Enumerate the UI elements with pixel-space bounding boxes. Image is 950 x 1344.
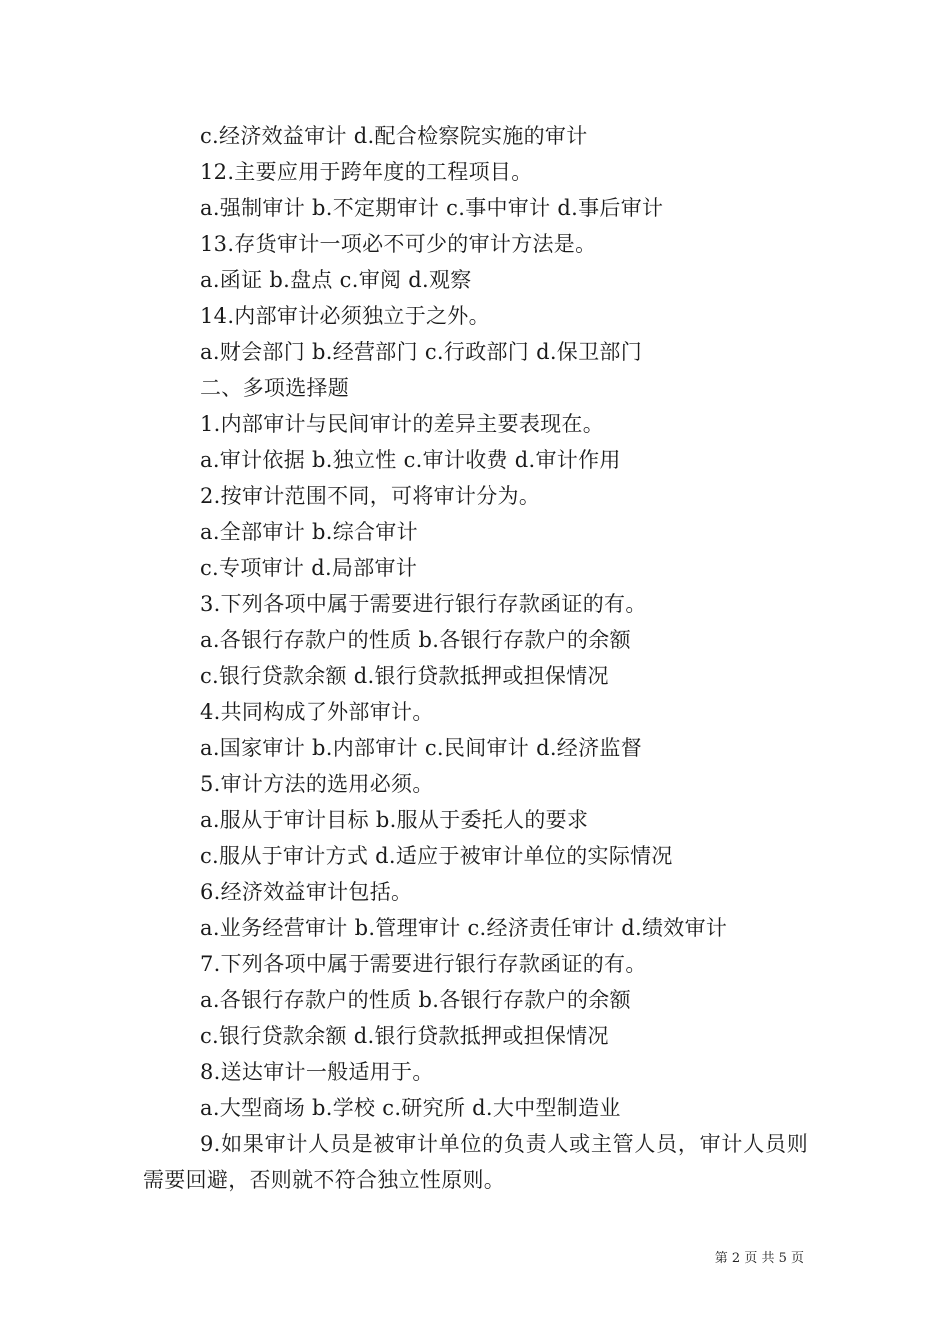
question-line: 12.主要应用于跨年度的工程项目。 <box>200 160 533 184</box>
page-number: 第 2 页 共 5 页 <box>714 1251 804 1266</box>
options-line: a.各银行存款户的性质 b.各银行存款户的余额 <box>200 988 631 1012</box>
question-line: 7.下列各项中属于需要进行银行存款函证的有。 <box>200 952 647 976</box>
question-line: 3.下列各项中属于需要进行银行存款函证的有。 <box>200 592 647 616</box>
question-line: 2.按审计范围不同，可将审计分为。 <box>200 484 541 508</box>
options-line: c.服从于审计方式 d.适应于被审计单位的实际情况 <box>200 844 673 868</box>
options-line: c.银行贷款余额 d.银行贷款抵押或担保情况 <box>200 1024 609 1048</box>
options-line: a.全部审计 b.综合审计 <box>200 520 418 544</box>
options-line: a.财会部门 b.经营部门 c.行政部门 d.保卫部门 <box>200 340 642 364</box>
options-line: a.函证 b.盘点 c.审阅 d.观察 <box>200 268 472 292</box>
options-line: a.审计依据 b.独立性 c.审计收费 d.审计作用 <box>200 448 621 472</box>
document-body <box>143 118 808 1198</box>
options-line: a.大型商场 b.学校 c.研究所 d.大中型制造业 <box>200 1096 621 1120</box>
question-line: 14.内部审计必须独立于之外。 <box>200 304 490 328</box>
text-line: c.经济效益审计 d.配合检察院实施的审计 <box>200 124 588 148</box>
options-line: a.各银行存款户的性质 b.各银行存款户的余额 <box>200 628 631 652</box>
options-line: a.强制审计 b.不定期审计 c.事中审计 d.事后审计 <box>200 196 664 220</box>
options-line: c.专项审计 d.局部审计 <box>200 556 418 580</box>
question-paragraph: 9.如果审计人员是被审计单位的负责人或主管人员，审计人员则需要回避，否则就不符合独立性原则。 <box>143 1132 808 1192</box>
options-line: a.业务经营审计 b.管理审计 c.经济责任审计 d.绩效审计 <box>200 916 728 940</box>
options-line: c.银行贷款余额 d.银行贷款抵押或担保情况 <box>200 664 609 688</box>
question-line: 5.审计方法的选用必须。 <box>200 772 434 796</box>
options-line: a.国家审计 b.内部审计 c.民间审计 d.经济监督 <box>200 736 642 760</box>
options-line: a.服从于审计目标 b.服从于委托人的要求 <box>200 808 589 832</box>
question-line: 13.存货审计一项必不可少的审计方法是。 <box>200 232 597 256</box>
question-line: 6.经济效益审计包括。 <box>200 880 413 904</box>
question-line: 8.送达审计一般适用于。 <box>200 1060 434 1084</box>
question-line: 4.共同构成了外部审计。 <box>200 700 434 724</box>
question-line: 1.内部审计与民间审计的差异主要表现在。 <box>200 412 605 436</box>
section-heading: 二、多项选择题 <box>200 376 350 400</box>
